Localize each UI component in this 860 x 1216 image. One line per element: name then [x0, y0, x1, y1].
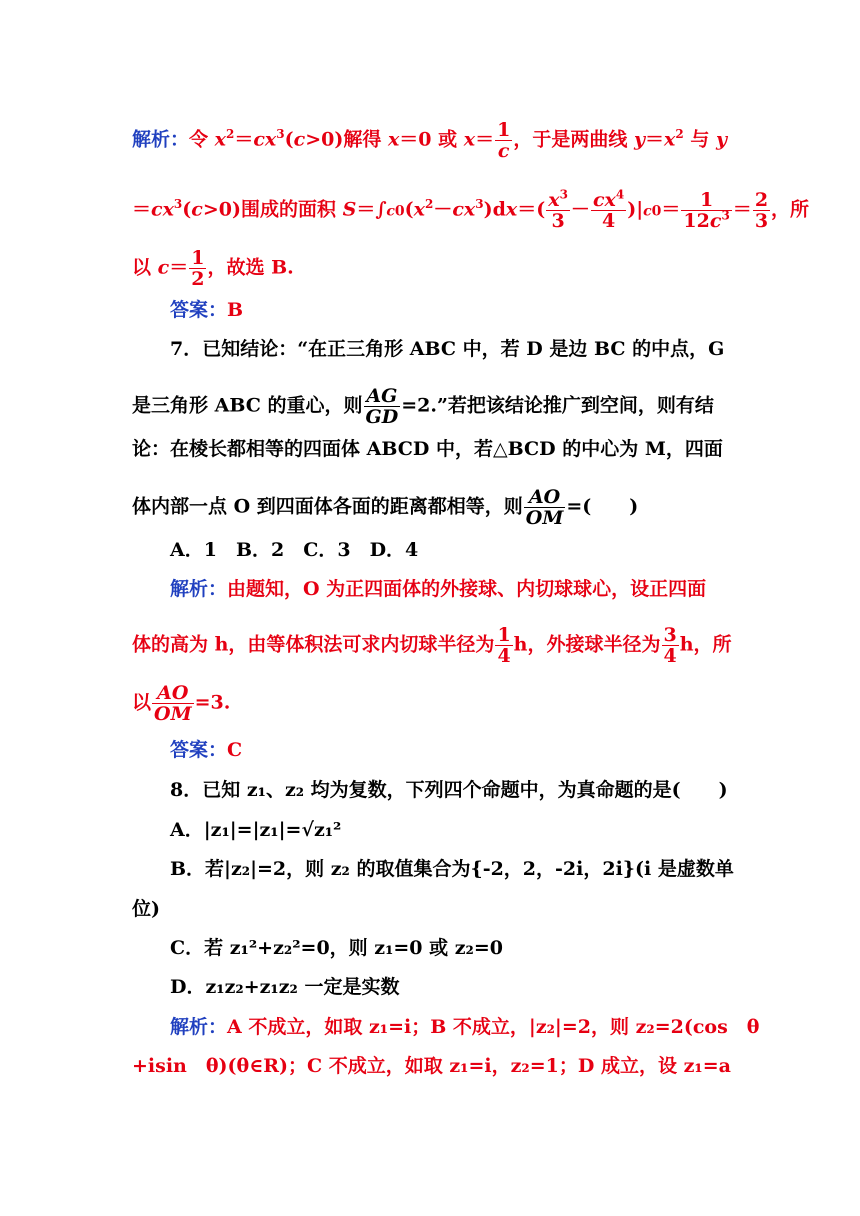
q8-solution-line-2: +isin θ)(θ∈R)；C 不成立，如取 z₁=i，z₂=1；D 成立，设 z₁=a: [132, 1055, 731, 1077]
q8-stem: 8．已知 z₁、z₂ 均为复数，下列四个命题中，为真命题的是( ): [170, 779, 728, 801]
q8-option-b-line-2: 位): [132, 898, 160, 920]
q8-option-d: D．z₁z₂+z₁z₂ 一定是实数: [170, 976, 400, 998]
solution-label: 解析：: [132, 128, 190, 151]
q6-answer: 答案：B: [170, 299, 244, 321]
fraction-1-over-c: $\frac{1}{c}$: [497, 119, 511, 162]
q8-solution-line-1: 解析：A 不成立，如取 z₁=i；B 不成立，|z₂|=2，则 z₂=2(cos θ: [170, 1016, 760, 1038]
q7-options: A．1 B．2 C．3 D．4: [170, 539, 419, 561]
q6-solution-line-1: 解析：令 $x^2=cx^3(c>0)$解得 x＝0 或 x＝ $\frac{1}{c}$ ，于是两曲线 $y=x^2$ 与 y: [132, 119, 727, 162]
q7-stem-line-3: 论：在棱长都相等的四面体 ABCD 中，若△BCD 的中心为 M，四面: [132, 438, 723, 460]
q6-solution-line-2: $=cx^3(c>0)$围成的面积 $S=\int c0(x^2-cx^3)dx=$( $\frac{x^3}{3}$ － $\frac{cx^4}{4}$ )|c0＝ $\frac{1}{12c^3}$ ＝ $\frac{2}{3}$ ，所: [132, 187, 810, 232]
q7-stem-line-4: 体内部一点 O 到四面体各面的距离都相等，则 $\frac{AO}{OM}$ =( ): [132, 486, 639, 529]
q7-answer: 答案：C: [170, 739, 243, 761]
q7-solution-line-2: 体的高为 h，由等体积法可求内切球半径为 $\frac{1}{4}$ h，外接球半径为 $\frac{3}{4}$ h，所: [132, 624, 732, 667]
q7-stem-line-2: 是三角形 ABC 的重心，则 $\frac{AG}{GD}$ =2.”若把该结论推广到空间，则有结: [132, 385, 714, 428]
q7-stem-line-1: 7．已知结论：“在正三角形 ABC 中，若 D 是边 BC 的中点，G: [170, 338, 725, 360]
q7-solution-line-3: 以 $\frac{AO}{OM}$ =3.: [132, 682, 231, 725]
q8-option-a: A．|z₁|=|z₁|=√z₁²: [170, 819, 342, 841]
q6-solution-line-3: 以 c＝ $\frac{1}{2}$ ，故选 B.: [132, 247, 294, 290]
q8-option-c: C．若 z₁²+z₂²=0，则 z₁=0 或 z₂=0: [170, 937, 504, 959]
q8-option-b-line-1: B．若|z₂|=2，则 z₂ 的取值集合为{-2，2，-2i，2i}(i 是虚数单: [170, 858, 734, 880]
q7-solution-line-1: 解析：由题知，O 为正四面体的外接球、内切球球心，设正四面: [170, 578, 707, 600]
